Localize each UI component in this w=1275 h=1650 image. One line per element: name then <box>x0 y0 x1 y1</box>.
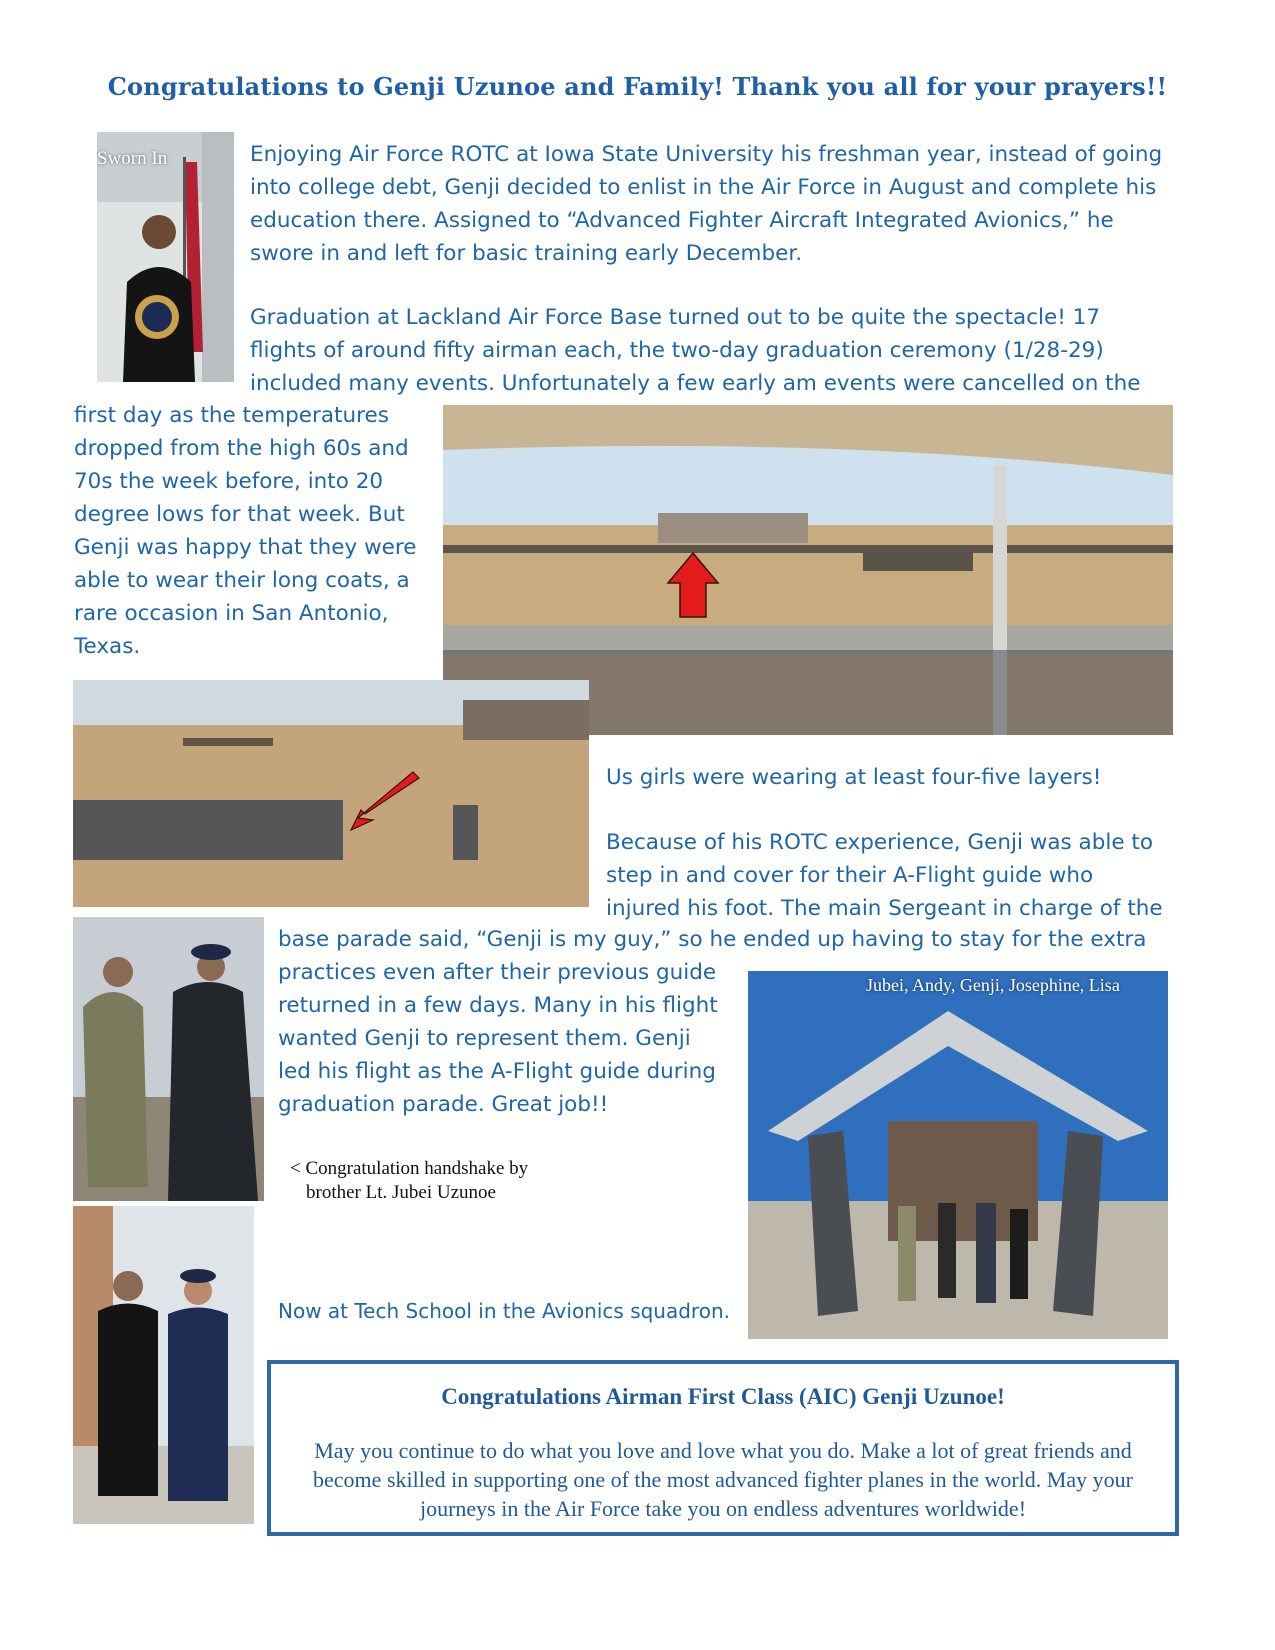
family-memorial-photo <box>748 971 1168 1339</box>
paragraph-graduation-intro: Graduation at Lackland Air Force Base turned out to be quite the spectacle! 17 flights of around fifty airman each, the two-day graduation ceremony (1/28-29) included many events. Unfortunately a few early am events were cancelled on the <box>250 305 1141 396</box>
page-headline: Congratulations to Genji Uzunoe and Family! Thank you all for your prayers!! <box>107 72 1168 101</box>
paragraph-rotc-guide: Because of his ROTC experience, Genji was able to step in and cover for their A-Flight guide who injured his foot. The main Sergeant in charge of the <box>606 830 1163 921</box>
sworn-in-caption: Sworn In <box>97 148 168 169</box>
family-caption: Jubei, Andy, Genji, Josephine, Lisa <box>866 975 1120 995</box>
brothers-photo <box>73 1206 254 1524</box>
closing-box-title: Congratulations Airman First Class (AIC) Genji Uzunoe! <box>441 1384 1005 1409</box>
closing-box-body: May you continue to do what you love and love what you do. Make a lot of great friends and become skilled in supporting one of the most advanced fighter planes in the world. May your journeys in the Air Force take you on endless adventures worldwide! <box>313 1438 1133 1521</box>
paragraph-enlistment: Enjoying Air Force ROTC at Iowa State University his freshman year, instead of going into college debt, Genji decided to enlist in the Air Force in August and complete his education there. Assigned to “Advanced Fighter Aircraft Integrated Avionics,” he swore in and left for basic training early December. <box>250 142 1163 266</box>
paragraph-layers: Us girls were wearing at least four-five layers! <box>606 765 1102 790</box>
paragraph-base-parade: base parade said, “Genji is my guy,” so he ended up having to stay for the extra <box>278 927 1147 952</box>
handshake-note-line2: brother Lt. Jubei Uzunoe <box>306 1182 496 1203</box>
marching-flight-photo <box>73 680 589 907</box>
sworn-in-photo <box>97 132 234 382</box>
paragraph-represent: practices even after their previous guide returned in a few days. Many in his flight wanted Genji to represent them. Genji led his flight as the A-Flight guide during graduation parade. Great job!! <box>278 960 718 1117</box>
closing-message-box <box>267 1360 1179 1536</box>
paragraph-temperatures: first day as the temperatures dropped from the high 60s and 70s the week before, into 20 degree lows for that week. But Genji was happy that they were able to wear their long coats, a rare occasion in San Antonio, Texas. <box>74 403 417 659</box>
handshake-note-line1: < Congratulation handshake by <box>290 1158 529 1179</box>
handshake-photo <box>73 917 264 1201</box>
tech-school-line: Now at Tech School in the Avionics squadron. <box>278 1299 730 1323</box>
